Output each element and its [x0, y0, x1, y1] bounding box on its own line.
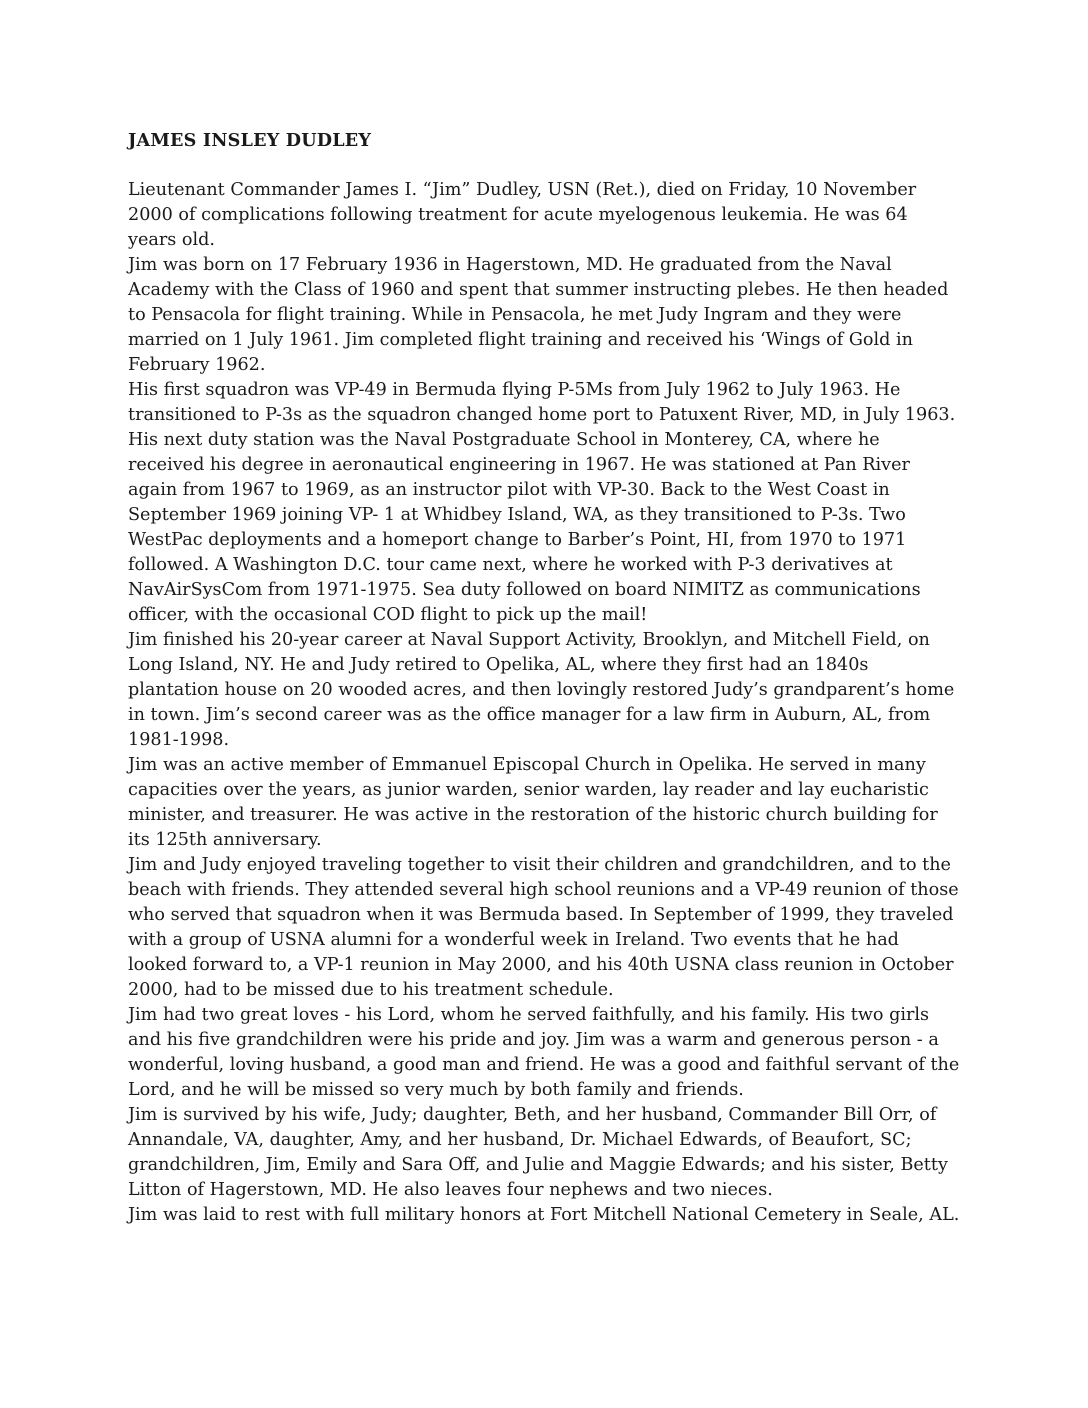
- document-body: [128, 128, 960, 1228]
- paragraph-church: Jim was an active member of Emmanuel Episcopal Church in Opelika. He served in many capacities over the years, as junior warden, senior warden, lay reader and lay eucharistic minister, and treasurer. He was active in the restoration of the historic church building for its 125th anniversary.: [128, 755, 938, 850]
- paragraph-travel: Jim and Judy enjoyed traveling together to visit their children and grandchildren, and to the beach with friends. They attended several high school reunions and a VP-49 reunion of those who served that squadron when it was Bermuda based. In September of 1999, they traveled with a group of USNA alumni for a wonderful week in Ireland. Two events that he had looked forward to, a VP-1 reunion in May 2000, and his 40th USNA class reunion in October 2000, had to be missed due to his treatment schedule.: [128, 855, 959, 1000]
- paragraph-death-notice: Lieutenant Commander James I. “Jim” Dudley, USN (Ret.), died on Friday, 10 November 2000 of complications following treatment for acute myelogenous leukemia. He was 64 years old.: [128, 180, 917, 250]
- paragraph-survivors: Jim is survived by his wife, Judy; daughter, Beth, and her husband, Commander Bill Orr, of Annandale, VA, daughter, Amy, and her husband, Dr. Michael Edwards, of Beaufort, SC; grandchildren, Jim, Emily and Sara Off, and Julie and Maggie Edwards; and his sister, Betty Litton of Hagerstown, MD. He also leaves four nephews and two nieces.: [128, 1105, 948, 1200]
- paragraph-retirement: Jim finished his 20-year career at Naval Support Activity, Brooklyn, and Mitchell Field, on Long Island, NY. He and Judy retired to Opelika, AL, where they first had an 1840s plantation house on 20 wooded acres, and then lovingly restored Judy’s grandparent’s home in town. Jim’s second career was as the office manager for a law firm in Auburn, AL, from 1981-1998.: [128, 630, 955, 750]
- paragraph-loves: Jim had two great loves - his Lord, whom he served faithfully, and his family. His two girls and his five grandchildren were his pride and joy. Jim was a warm and generous person - a wonderful, loving husband, a good man and friend. He was a good and faithful servant of the Lord, and he will be missed so very much by both family and friends.: [128, 1005, 960, 1100]
- paragraph-early-life: Jim was born on 17 February 1936 in Hagerstown, MD. He graduated from the Naval Academy with the Class of 1960 and spent that summer instructing plebes. He then headed to Pensacola for flight training. While in Pensacola, he met Judy Ingram and they were married on 1 July 1961. Jim completed flight training and received his ‘Wings of Gold in February 1962.: [128, 255, 949, 375]
- paragraph-burial: Jim was laid to rest with full military honors at Fort Mitchell National Cemetery in Seale, AL.: [128, 1205, 960, 1225]
- document-title: JAMES INSLEY DUDLEY: [128, 130, 372, 151]
- paragraph-naval-career: His first squadron was VP-49 in Bermuda flying P-5Ms from July 1962 to July 1963. He transitioned to P-3s as the squadron changed home port to Patuxent River, MD, in July 1963. His next duty station was the Naval Postgraduate School in Monterey, CA, where he received his degree in aeronautical engineering in 1967. He was stationed at Pan River again from 1967 to 1969, as an instructor pilot with VP-30. Back to the West Coast in September 1969 joining VP- 1 at Whidbey Island, WA, as they transitioned to P-3s. Two WestPac deployments and a homeport change to Barber’s Point, HI, from 1970 to 1971 followed. A Washington D.C. tour came next, where he worked with P-3 derivatives at NavAirSysCom from 1971-1975. Sea duty followed on board NIMITZ as communications officer, with the occasional COD flight to pick up the mail!: [128, 380, 956, 625]
